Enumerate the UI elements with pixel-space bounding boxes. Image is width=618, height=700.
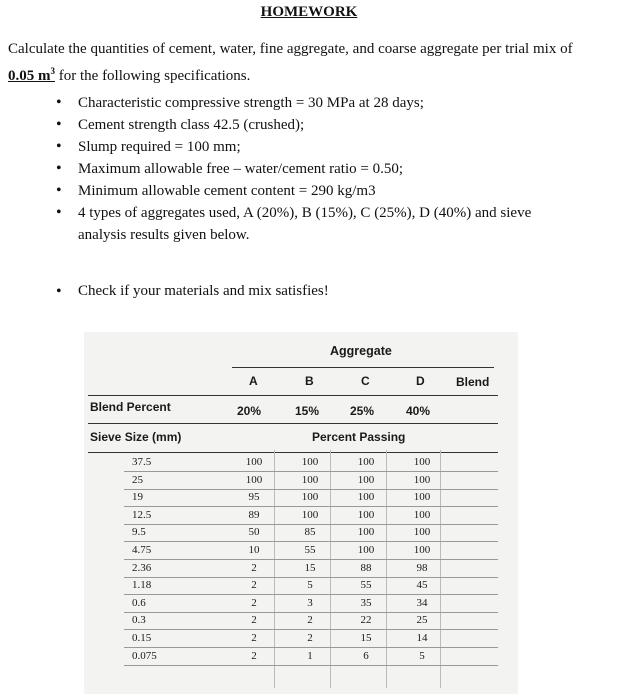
- page-title: HOMEWORK: [260, 4, 358, 20]
- percent-passing-cell: 2: [307, 614, 313, 627]
- percent-passing-cell: 100: [413, 544, 431, 556]
- volume-base: 0.05 m: [8, 68, 51, 84]
- percent-passing-cell: 45: [416, 579, 428, 592]
- percent-passing-cell: 100: [357, 526, 375, 539]
- percent-passing-cell: 100: [357, 473, 375, 486]
- percent-passing-cell: 100: [301, 456, 319, 468]
- percent-passing-cell: 6: [363, 649, 369, 662]
- volume-exponent: 3: [50, 66, 55, 76]
- sieve-size-cell: 19: [132, 491, 143, 504]
- sieve-size-cell: 4.75: [132, 544, 152, 556]
- percent-passing-cell: 55: [304, 544, 316, 556]
- column-header-a: A: [249, 374, 258, 388]
- percent-passing-cell: 1: [307, 649, 313, 662]
- sieve-analysis-table: [84, 332, 518, 694]
- percent-passing-cell: 55: [360, 579, 372, 592]
- blend-value-c: 25%: [350, 404, 375, 418]
- sieve-size-cell: 25: [132, 473, 143, 486]
- percent-passing-cell: 100: [245, 473, 263, 486]
- specification-list: [56, 92, 576, 246]
- intro-text-end: for the following specifications.: [55, 68, 251, 84]
- percent-passing-cell: 100: [301, 491, 319, 504]
- spec-item: • Slump required = 100 mm;: [56, 136, 576, 158]
- blend-value-b: 15%: [295, 404, 320, 418]
- spec-item: • Maximum allowable free – water/cement ratio = 0.50;: [56, 158, 576, 180]
- sieve-size-cell: 37.5: [132, 456, 152, 468]
- percent-passing-cell: 100: [301, 508, 319, 521]
- sieve-size-cell: 2.36: [132, 561, 152, 574]
- percent-passing-cell: 89: [248, 508, 260, 521]
- percent-passing-cell: 98: [416, 561, 428, 574]
- percent-passing-cell: 35: [360, 596, 372, 609]
- trial-mix-volume: [8, 68, 55, 84]
- sieve-size-label: Sieve Size (mm): [90, 430, 182, 444]
- percent-passing-cell: 15: [304, 561, 316, 574]
- percent-passing-cell: 2: [251, 579, 257, 592]
- blend-value-d: 40%: [406, 404, 431, 418]
- spec-item: • Characteristic compressive strength = 30 MPa at 28 days;: [56, 92, 576, 114]
- percent-passing-cell: 2: [251, 561, 257, 574]
- percent-passing-label: Percent Passing: [312, 430, 406, 444]
- spec-item: • Minimum allowable cement content = 290 kg/m3: [56, 180, 576, 202]
- percent-passing-cell: 25: [416, 614, 428, 627]
- sieve-size-cell: 0.15: [132, 632, 152, 644]
- column-header-d: D: [416, 374, 425, 388]
- percent-passing-cell: 10: [248, 544, 260, 556]
- percent-passing-cell: 100: [245, 456, 263, 468]
- spec-item: • Cement strength class 42.5 (crushed);: [56, 114, 576, 136]
- column-header-c: C: [361, 374, 370, 388]
- percent-passing-cell: 88: [360, 561, 372, 574]
- percent-passing-cell: 2: [251, 649, 257, 662]
- blend-percent-label: Blend Percent: [90, 400, 171, 414]
- percent-passing-cell: 5: [307, 579, 313, 592]
- percent-passing-cell: 5: [419, 649, 425, 662]
- sieve-size-cell: 0.3: [132, 614, 146, 627]
- check-note: • Check if your materials and mix satisfies!: [56, 283, 329, 300]
- intro-paragraph: [8, 38, 608, 87]
- percent-passing-cell: 2: [307, 632, 313, 644]
- intro-text: Calculate the quantities of cement, water, fine aggregate, and coarse aggregate per trial mix of: [8, 41, 573, 57]
- percent-passing-cell: 100: [413, 526, 431, 539]
- blend-header: Blend: [456, 375, 490, 389]
- percent-passing-cell: 3: [307, 596, 313, 609]
- column-header-b: B: [305, 374, 314, 388]
- percent-passing-cell: 100: [413, 491, 431, 504]
- percent-passing-cell: 14: [416, 632, 428, 644]
- sieve-size-cell: 9.5: [132, 526, 146, 539]
- percent-passing-cell: 100: [413, 508, 431, 521]
- percent-passing-cell: 34: [416, 596, 428, 609]
- blend-value-a: 20%: [237, 404, 262, 418]
- percent-passing-cell: 22: [360, 614, 372, 627]
- percent-passing-cell: 100: [357, 508, 375, 521]
- percent-passing-cell: 85: [304, 526, 316, 539]
- sieve-size-cell: 12.5: [132, 508, 152, 521]
- percent-passing-cell: 2: [251, 596, 257, 609]
- percent-passing-cell: 100: [357, 491, 375, 504]
- percent-passing-cell: 100: [413, 473, 431, 486]
- percent-passing-cell: 50: [248, 526, 260, 539]
- percent-passing-cell: 100: [357, 456, 375, 468]
- percent-passing-cell: 100: [301, 473, 319, 486]
- spec-item: • 4 types of aggregates used, A (20%), B (15%), C (25%), D (40%) and sieve analysis results given below.: [56, 202, 576, 246]
- sieve-size-cell: 0.075: [132, 649, 157, 662]
- percent-passing-cell: 2: [251, 614, 257, 627]
- percent-passing-cell: 100: [357, 544, 375, 556]
- percent-passing-cell: 95: [248, 491, 260, 504]
- percent-passing-cell: 2: [251, 632, 257, 644]
- aggregate-header: Aggregate: [330, 344, 392, 358]
- sieve-size-cell: 1.18: [132, 579, 152, 592]
- percent-passing-cell: 100: [413, 456, 431, 468]
- sieve-size-cell: 0.6: [132, 596, 146, 609]
- percent-passing-cell: 15: [360, 632, 372, 644]
